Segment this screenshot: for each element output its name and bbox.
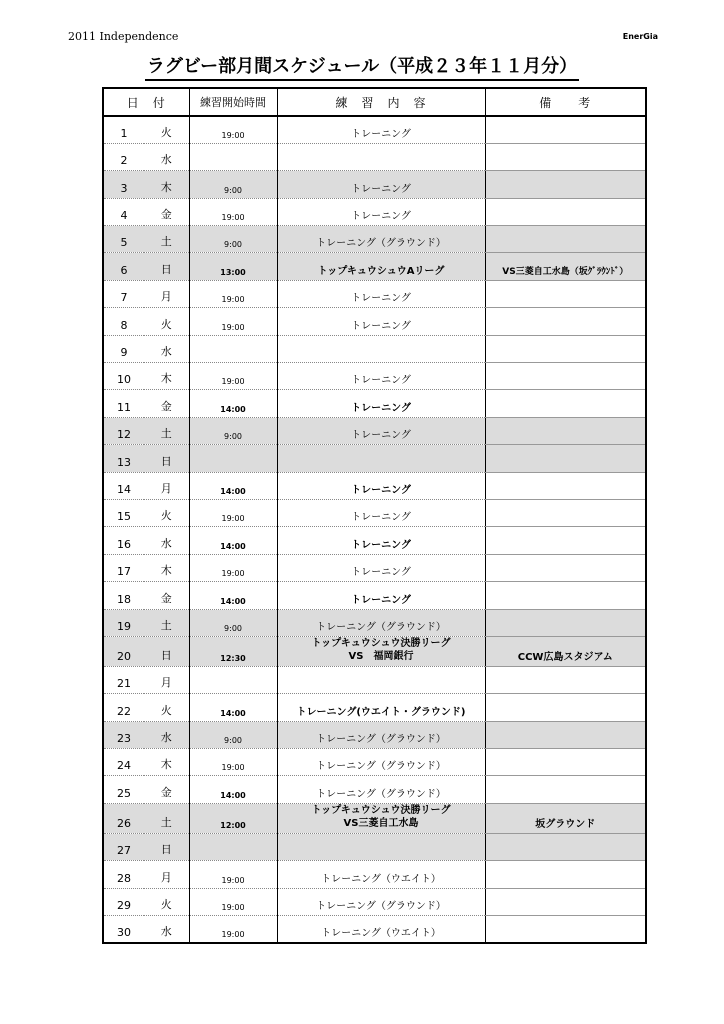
row-date: 12 (103, 417, 144, 444)
row-notes: VS三菱自工水島（坂ｸﾞﾗｳﾝﾄﾞ） (485, 253, 646, 280)
row-content: トレーニング (277, 308, 485, 335)
table-row (103, 226, 646, 253)
row-date: 23 (103, 721, 144, 748)
row-weekday: 火 (144, 308, 189, 335)
row-notes (485, 554, 646, 581)
table-row (103, 363, 646, 390)
row-date: 5 (103, 226, 144, 253)
row-notes (485, 417, 646, 444)
row-content: トレーニング (277, 499, 485, 526)
row-start-time: 19:00 (189, 499, 277, 526)
table-row (103, 198, 646, 225)
row-content: トレーニング (277, 171, 485, 198)
row-content (277, 636, 485, 666)
row-weekday: 土 (144, 417, 189, 444)
row-start-time: 19:00 (189, 198, 277, 225)
row-notes (485, 171, 646, 198)
row-start-time: 19:00 (189, 749, 277, 776)
row-content: トレーニング（ウエイト） (277, 861, 485, 888)
row-content: トレーニング (277, 417, 485, 444)
row-content: トレーニング（グラウンド） (277, 721, 485, 748)
row-date: 19 (103, 609, 144, 636)
row-content: トレーニング (277, 280, 485, 307)
row-start-time: 19:00 (189, 280, 277, 307)
row-date: 3 (103, 171, 144, 198)
schedule-table (102, 87, 647, 944)
row-notes: CCW広島スタジアム (485, 636, 646, 666)
column-header-date: 日 付 (103, 88, 189, 116)
row-notes (485, 280, 646, 307)
row-date: 21 (103, 666, 144, 693)
row-notes (485, 833, 646, 860)
row-start-time: 9:00 (189, 171, 277, 198)
table-row (103, 499, 646, 526)
row-notes (485, 916, 646, 943)
row-notes (485, 116, 646, 143)
row-date: 17 (103, 554, 144, 581)
row-weekday: 日 (144, 636, 189, 666)
row-start-time (189, 143, 277, 170)
column-header-start-time: 練習開始時間 (189, 88, 277, 116)
row-date: 24 (103, 749, 144, 776)
table-row (103, 527, 646, 554)
row-start-time: 19:00 (189, 116, 277, 143)
row-weekday: 月 (144, 666, 189, 693)
row-start-time: 19:00 (189, 363, 277, 390)
table-row (103, 143, 646, 170)
table-row (103, 582, 646, 609)
row-start-time: 19:00 (189, 554, 277, 581)
column-header-content: 練 習 内 容 (277, 88, 485, 116)
row-content (277, 335, 485, 362)
row-content: トレーニング（グラウンド） (277, 776, 485, 803)
table-row (103, 636, 646, 666)
row-date: 15 (103, 499, 144, 526)
row-start-time: 9:00 (189, 721, 277, 748)
row-date: 29 (103, 888, 144, 915)
row-content: トレーニング（グラウンド） (277, 888, 485, 915)
table-row (103, 721, 646, 748)
table-row (103, 749, 646, 776)
row-content: トレーニング（ウエイト） (277, 916, 485, 943)
row-start-time: 19:00 (189, 861, 277, 888)
row-notes (485, 888, 646, 915)
row-start-time: 14:00 (189, 527, 277, 554)
row-notes (485, 582, 646, 609)
row-start-time: 14:00 (189, 390, 277, 417)
row-date: 10 (103, 363, 144, 390)
row-weekday: 金 (144, 198, 189, 225)
row-content-line2: VS 福岡銀行 (348, 650, 414, 662)
row-date: 30 (103, 916, 144, 943)
row-weekday: 木 (144, 554, 189, 581)
row-weekday: 金 (144, 390, 189, 417)
row-weekday: 水 (144, 527, 189, 554)
row-content: トレーニング（グラウンド） (277, 226, 485, 253)
row-content: トレーニング (351, 128, 411, 140)
row-weekday: 月 (144, 280, 189, 307)
row-start-time (189, 335, 277, 362)
row-content: トレーニング (277, 472, 485, 499)
table-row (103, 445, 646, 472)
row-start-time: 19:00 (189, 308, 277, 335)
row-notes (485, 694, 646, 721)
row-date: 1 (120, 126, 128, 140)
row-date: 9 (103, 335, 144, 362)
row-notes (485, 721, 646, 748)
table-row (103, 861, 646, 888)
row-start-time: 9:00 (189, 226, 277, 253)
row-notes (485, 390, 646, 417)
row-notes (485, 527, 646, 554)
row-weekday: 火 (144, 499, 189, 526)
table-row (103, 666, 646, 693)
row-content: トレーニング (277, 527, 485, 554)
row-content: トレーニング(ウエイト・グラウンド) (277, 694, 485, 721)
row-notes (485, 749, 646, 776)
row-weekday: 水 (144, 721, 189, 748)
row-start-time: 12:00 (189, 803, 277, 833)
page-title-text: ラグビー部月間スケジュール（平成２３年１１月分） (145, 52, 579, 81)
row-weekday: 火 (144, 694, 189, 721)
row-weekday: 土 (144, 803, 189, 833)
row-content: トレーニング (277, 554, 485, 581)
row-date: 22 (103, 694, 144, 721)
row-date: 7 (103, 280, 144, 307)
row-content: トレーニング (277, 198, 485, 225)
row-start-time (189, 833, 277, 860)
row-notes (485, 776, 646, 803)
row-start-time: 14:00 (189, 472, 277, 499)
row-content (277, 143, 485, 170)
row-weekday: 水 (144, 335, 189, 362)
row-content: トレーニング (277, 363, 485, 390)
table-row (103, 888, 646, 915)
row-content (277, 445, 485, 472)
row-date: 2 (103, 143, 144, 170)
table-row (103, 171, 646, 198)
table-row (103, 776, 646, 803)
row-weekday: 木 (144, 749, 189, 776)
row-weekday: 日 (144, 833, 189, 860)
row-weekday: 土 (144, 226, 189, 253)
row-start-time (189, 666, 277, 693)
row-weekday: 木 (144, 171, 189, 198)
row-notes (485, 472, 646, 499)
row-content (277, 666, 485, 693)
row-weekday: 金 (144, 582, 189, 609)
table-row (103, 803, 646, 833)
row-date: 16 (103, 527, 144, 554)
row-weekday: 木 (144, 363, 189, 390)
header-logo-text: EnerGia (622, 32, 658, 41)
row-date: 26 (103, 803, 144, 833)
column-header-notes: 備 考 (485, 88, 646, 116)
row-notes (485, 609, 646, 636)
table-header-row (103, 88, 646, 116)
row-weekday: 火 (160, 125, 172, 139)
row-content-line1: トップキュウシュウ決勝リーグ (311, 804, 451, 816)
table-row (103, 554, 646, 581)
row-notes (485, 143, 646, 170)
table-row (103, 308, 646, 335)
table-row (103, 833, 646, 860)
row-weekday: 水 (144, 916, 189, 943)
row-start-time: 19:00 (189, 888, 277, 915)
row-weekday: 水 (144, 143, 189, 170)
row-start-time: 9:00 (189, 417, 277, 444)
table-row (103, 116, 646, 143)
row-weekday: 火 (144, 888, 189, 915)
row-notes (485, 335, 646, 362)
row-content: トレーニング (277, 582, 485, 609)
table-row (103, 335, 646, 362)
row-date: 8 (103, 308, 144, 335)
row-notes (485, 499, 646, 526)
row-weekday: 日 (144, 253, 189, 280)
page-title (0, 52, 724, 81)
row-notes (485, 198, 646, 225)
row-content: トップキュウシュウAリーグ (277, 253, 485, 280)
row-notes (485, 308, 646, 335)
table-row (103, 609, 646, 636)
row-notes (485, 861, 646, 888)
row-date: 4 (103, 198, 144, 225)
header-team-name: 2011 Independence (68, 30, 179, 43)
row-date: 28 (103, 861, 144, 888)
table-row (103, 280, 646, 307)
row-weekday: 日 (144, 445, 189, 472)
row-start-time: 14:00 (189, 776, 277, 803)
row-start-time: 12:30 (189, 636, 277, 666)
row-date: 25 (103, 776, 144, 803)
row-start-time: 19:00 (189, 916, 277, 943)
row-notes (485, 445, 646, 472)
row-content: トレーニング（グラウンド） (277, 609, 485, 636)
row-notes: 坂グラウンド (485, 803, 646, 833)
row-start-time: 9:00 (189, 609, 277, 636)
table-row (103, 253, 646, 280)
row-notes (485, 666, 646, 693)
row-date: 11 (103, 390, 144, 417)
row-start-time: 14:00 (189, 582, 277, 609)
row-date: 18 (103, 582, 144, 609)
row-date: 14 (103, 472, 144, 499)
row-start-time (189, 445, 277, 472)
row-weekday: 月 (144, 861, 189, 888)
row-notes (485, 226, 646, 253)
table-row (103, 390, 646, 417)
table-row (103, 417, 646, 444)
table-row (103, 694, 646, 721)
row-content (277, 803, 485, 833)
row-content-line2: VS三菱自工水島 (343, 817, 419, 829)
row-date: 13 (103, 445, 144, 472)
row-weekday: 月 (144, 472, 189, 499)
row-date: 6 (103, 253, 144, 280)
row-content: トレーニング（グラウンド） (277, 749, 485, 776)
table-row (103, 916, 646, 943)
row-date: 20 (103, 636, 144, 666)
row-content: トレーニング (277, 390, 485, 417)
row-start-time: 14:00 (189, 694, 277, 721)
table-row (103, 472, 646, 499)
row-notes (485, 363, 646, 390)
row-weekday: 金 (144, 776, 189, 803)
row-date: 27 (103, 833, 144, 860)
row-content (277, 833, 485, 860)
row-weekday: 土 (144, 609, 189, 636)
row-content-line1: トップキュウシュウ決勝リーグ (311, 637, 451, 649)
row-start-time: 13:00 (189, 253, 277, 280)
